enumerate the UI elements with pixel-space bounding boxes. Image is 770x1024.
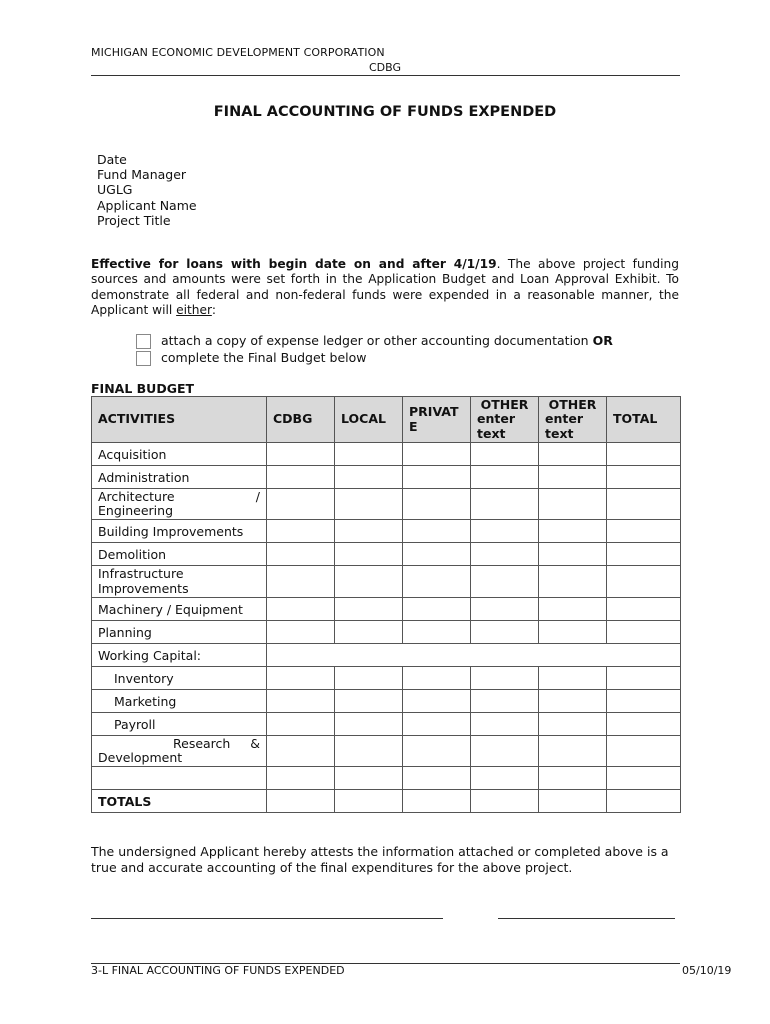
row-label-building: Building Improvements: [92, 520, 267, 543]
cell-input[interactable]: [403, 767, 471, 790]
row-label-research: Research & Development: [92, 736, 267, 767]
header-other-2-line-1: OTHER: [548, 396, 597, 412]
cell-input[interactable]: [403, 489, 471, 520]
cell-input[interactable]: [471, 790, 539, 813]
table-header-row: [92, 397, 681, 443]
header-other-1-line-1: OTHER: [480, 396, 529, 412]
cell-input[interactable]: [267, 598, 335, 621]
cell-input[interactable]: [539, 466, 607, 489]
final-budget-table: [91, 396, 681, 813]
table-row: [92, 621, 681, 644]
cell-input[interactable]: [403, 667, 471, 690]
cell-input[interactable]: [539, 489, 607, 520]
cell-input[interactable]: [335, 767, 403, 790]
attestation-text: The undersigned Applicant hereby attests the information attached or completed above is a true and accurate accounting of the final expenditures for the above project.: [91, 844, 669, 875]
header-local: LOCAL: [335, 397, 403, 443]
table-row: [92, 690, 681, 713]
page-title: FINAL ACCOUNTING OF FUNDS EXPENDED: [213, 104, 557, 120]
footer-date: 05/10/19: [682, 964, 732, 977]
header-program: CDBG: [368, 61, 402, 74]
cell-input[interactable]: [267, 690, 335, 713]
option-2-label: complete the Final Budget below: [161, 350, 367, 365]
header-total: TOTAL: [607, 397, 681, 443]
cell-input[interactable]: [403, 713, 471, 736]
cell-input[interactable]: [471, 598, 539, 621]
cell-input[interactable]: [539, 443, 607, 466]
option-attach-ledger: [136, 333, 613, 349]
table-row: [92, 466, 681, 489]
cell-input[interactable]: [539, 790, 607, 813]
cell-input[interactable]: [607, 598, 681, 621]
header-private: [403, 397, 471, 443]
cell-input[interactable]: [403, 443, 471, 466]
cell-input[interactable]: [267, 466, 335, 489]
row-label-working-capital: Working Capital:: [92, 644, 267, 667]
header-other-2-line-3: text: [545, 425, 574, 441]
table-row: [92, 443, 681, 466]
cell-input[interactable]: [403, 566, 471, 598]
header-organization: MICHIGAN ECONOMIC DEVELOPMENT CORPORATION: [91, 46, 385, 59]
working-capital-merged-cell: [267, 644, 681, 667]
cell-input[interactable]: [267, 443, 335, 466]
cell-input[interactable]: [267, 736, 335, 767]
cell-input[interactable]: [335, 598, 403, 621]
cell-input[interactable]: [539, 690, 607, 713]
intro-text-1: . The above project funding sources and amounts were set forth in the Application Budget and Loan Approval Exhibit. To demonstrate all federal and non-federal funds were expended in a reasonable manner, the Applicant will: [91, 257, 679, 317]
cell-input[interactable]: [607, 443, 681, 466]
blank-row-label[interactable]: [92, 767, 267, 790]
cell-input[interactable]: [539, 736, 607, 767]
cell-input[interactable]: [403, 520, 471, 543]
cell-input[interactable]: [335, 736, 403, 767]
table-row: [92, 790, 681, 813]
cell-input[interactable]: [403, 621, 471, 644]
header-private-text: PRIVAT E: [409, 404, 459, 434]
cell-input[interactable]: [471, 543, 539, 566]
info-fields: [97, 152, 197, 228]
row-label-architecture: Architecture / Engineering: [92, 489, 267, 520]
table-row: [92, 736, 681, 767]
header-divider: [91, 75, 680, 76]
cell-input[interactable]: [335, 520, 403, 543]
signature-line[interactable]: [91, 918, 443, 919]
cell-input[interactable]: [403, 790, 471, 813]
intro-underlined: either: [176, 302, 212, 317]
footer-form-name: 3-L FINAL ACCOUNTING OF FUNDS EXPENDED: [91, 964, 345, 977]
cell-input[interactable]: [471, 566, 539, 598]
row-label-acquisition: Acquisition: [92, 443, 267, 466]
table-row: [92, 566, 681, 598]
cell-input[interactable]: [335, 566, 403, 598]
cell-input[interactable]: [335, 790, 403, 813]
cell-input[interactable]: [267, 767, 335, 790]
header-other-2: [539, 397, 607, 443]
cell-input[interactable]: [335, 466, 403, 489]
cell-input[interactable]: [335, 443, 403, 466]
row-label-inventory: Inventory: [92, 667, 267, 690]
header-other-1-line-3: text: [477, 425, 506, 441]
table-row: [92, 520, 681, 543]
cell-input[interactable]: [335, 713, 403, 736]
cell-input[interactable]: [607, 543, 681, 566]
field-uglg-label: UGLG: [97, 182, 133, 198]
cell-input[interactable]: [267, 489, 335, 520]
option-1-label: attach a copy of expense ledger or other accounting documentation: [161, 333, 593, 348]
cell-input[interactable]: [607, 767, 681, 790]
cell-input[interactable]: [471, 690, 539, 713]
header-cdbg: CDBG: [267, 397, 335, 443]
cell-input[interactable]: [403, 543, 471, 566]
header-activities: ACTIVITIES: [92, 397, 267, 443]
section-title: FINAL BUDGET: [91, 381, 195, 396]
cell-input[interactable]: [607, 520, 681, 543]
cell-input[interactable]: [267, 543, 335, 566]
table-row: [92, 543, 681, 566]
cell-input[interactable]: [607, 713, 681, 736]
complete-budget-checkbox[interactable]: [136, 351, 151, 366]
table-row: [92, 713, 681, 736]
cell-input[interactable]: [267, 520, 335, 543]
cell-input[interactable]: [403, 466, 471, 489]
row-label-marketing: Marketing: [92, 690, 267, 713]
cell-input[interactable]: [539, 543, 607, 566]
cell-input[interactable]: [267, 566, 335, 598]
field-applicant-name-label: Applicant Name: [97, 197, 197, 213]
table-row: [92, 667, 681, 690]
attach-ledger-checkbox[interactable]: [136, 334, 151, 349]
cell-input[interactable]: [471, 520, 539, 543]
cell-input[interactable]: [471, 466, 539, 489]
row-label-planning: Planning: [92, 621, 267, 644]
cell-input[interactable]: [471, 443, 539, 466]
cell-input[interactable]: [403, 598, 471, 621]
table-row: [92, 489, 681, 520]
cell-input[interactable]: [607, 667, 681, 690]
cell-input[interactable]: [539, 621, 607, 644]
table-row: [92, 767, 681, 790]
cell-input[interactable]: [539, 767, 607, 790]
cell-input[interactable]: [471, 767, 539, 790]
cell-input[interactable]: [471, 736, 539, 767]
cell-input[interactable]: [607, 466, 681, 489]
cell-input[interactable]: [471, 489, 539, 520]
cell-input[interactable]: [335, 543, 403, 566]
cell-input[interactable]: [403, 736, 471, 767]
cell-input[interactable]: [267, 667, 335, 690]
row-label-totals: TOTALS: [92, 790, 267, 813]
cell-input[interactable]: [607, 790, 681, 813]
row-label-payroll: Payroll: [92, 713, 267, 736]
table-row: [92, 598, 681, 621]
cell-input[interactable]: [607, 566, 681, 598]
cell-input[interactable]: [267, 621, 335, 644]
row-label-administration: Administration: [92, 466, 267, 489]
header-other-2-line-2: enter: [545, 411, 583, 427]
cell-input[interactable]: [267, 713, 335, 736]
table-row: [92, 644, 681, 667]
option-complete-budget: [136, 350, 367, 366]
cell-input[interactable]: [607, 690, 681, 713]
cell-input[interactable]: [471, 667, 539, 690]
header-other-1-line-2: enter: [477, 411, 515, 427]
row-label-machinery: Machinery / Equipment: [92, 598, 267, 621]
intro-bold-lead: Effective for loans with begin date on and after 4/1/19: [91, 257, 497, 271]
cell-input[interactable]: [335, 489, 403, 520]
cell-input[interactable]: [539, 713, 607, 736]
row-label-demolition: Demolition: [92, 543, 267, 566]
cell-input[interactable]: [539, 667, 607, 690]
field-date-label: Date: [97, 152, 127, 167]
date-signature-line[interactable]: [498, 918, 675, 919]
header-other-1: [471, 397, 539, 443]
field-project-title-label: Project Title: [97, 212, 171, 228]
cell-input[interactable]: [403, 690, 471, 713]
option-1-or: OR: [592, 333, 613, 348]
cell-input[interactable]: [607, 736, 681, 767]
cell-input[interactable]: [539, 520, 607, 543]
cell-input[interactable]: [335, 690, 403, 713]
row-label-infrastructure: Infrastructure Improvements: [92, 566, 267, 598]
field-fund-manager-label: Fund Manager: [97, 167, 187, 183]
intro-paragraph: [91, 257, 679, 318]
cell-input[interactable]: [539, 598, 607, 621]
cell-input[interactable]: [607, 489, 681, 520]
intro-text-2: :: [211, 302, 216, 317]
cell-input[interactable]: [471, 713, 539, 736]
cell-input[interactable]: [335, 621, 403, 644]
cell-input[interactable]: [335, 667, 403, 690]
cell-input[interactable]: [471, 621, 539, 644]
cell-input[interactable]: [607, 621, 681, 644]
cell-input[interactable]: [539, 566, 607, 598]
cell-input[interactable]: [267, 790, 335, 813]
